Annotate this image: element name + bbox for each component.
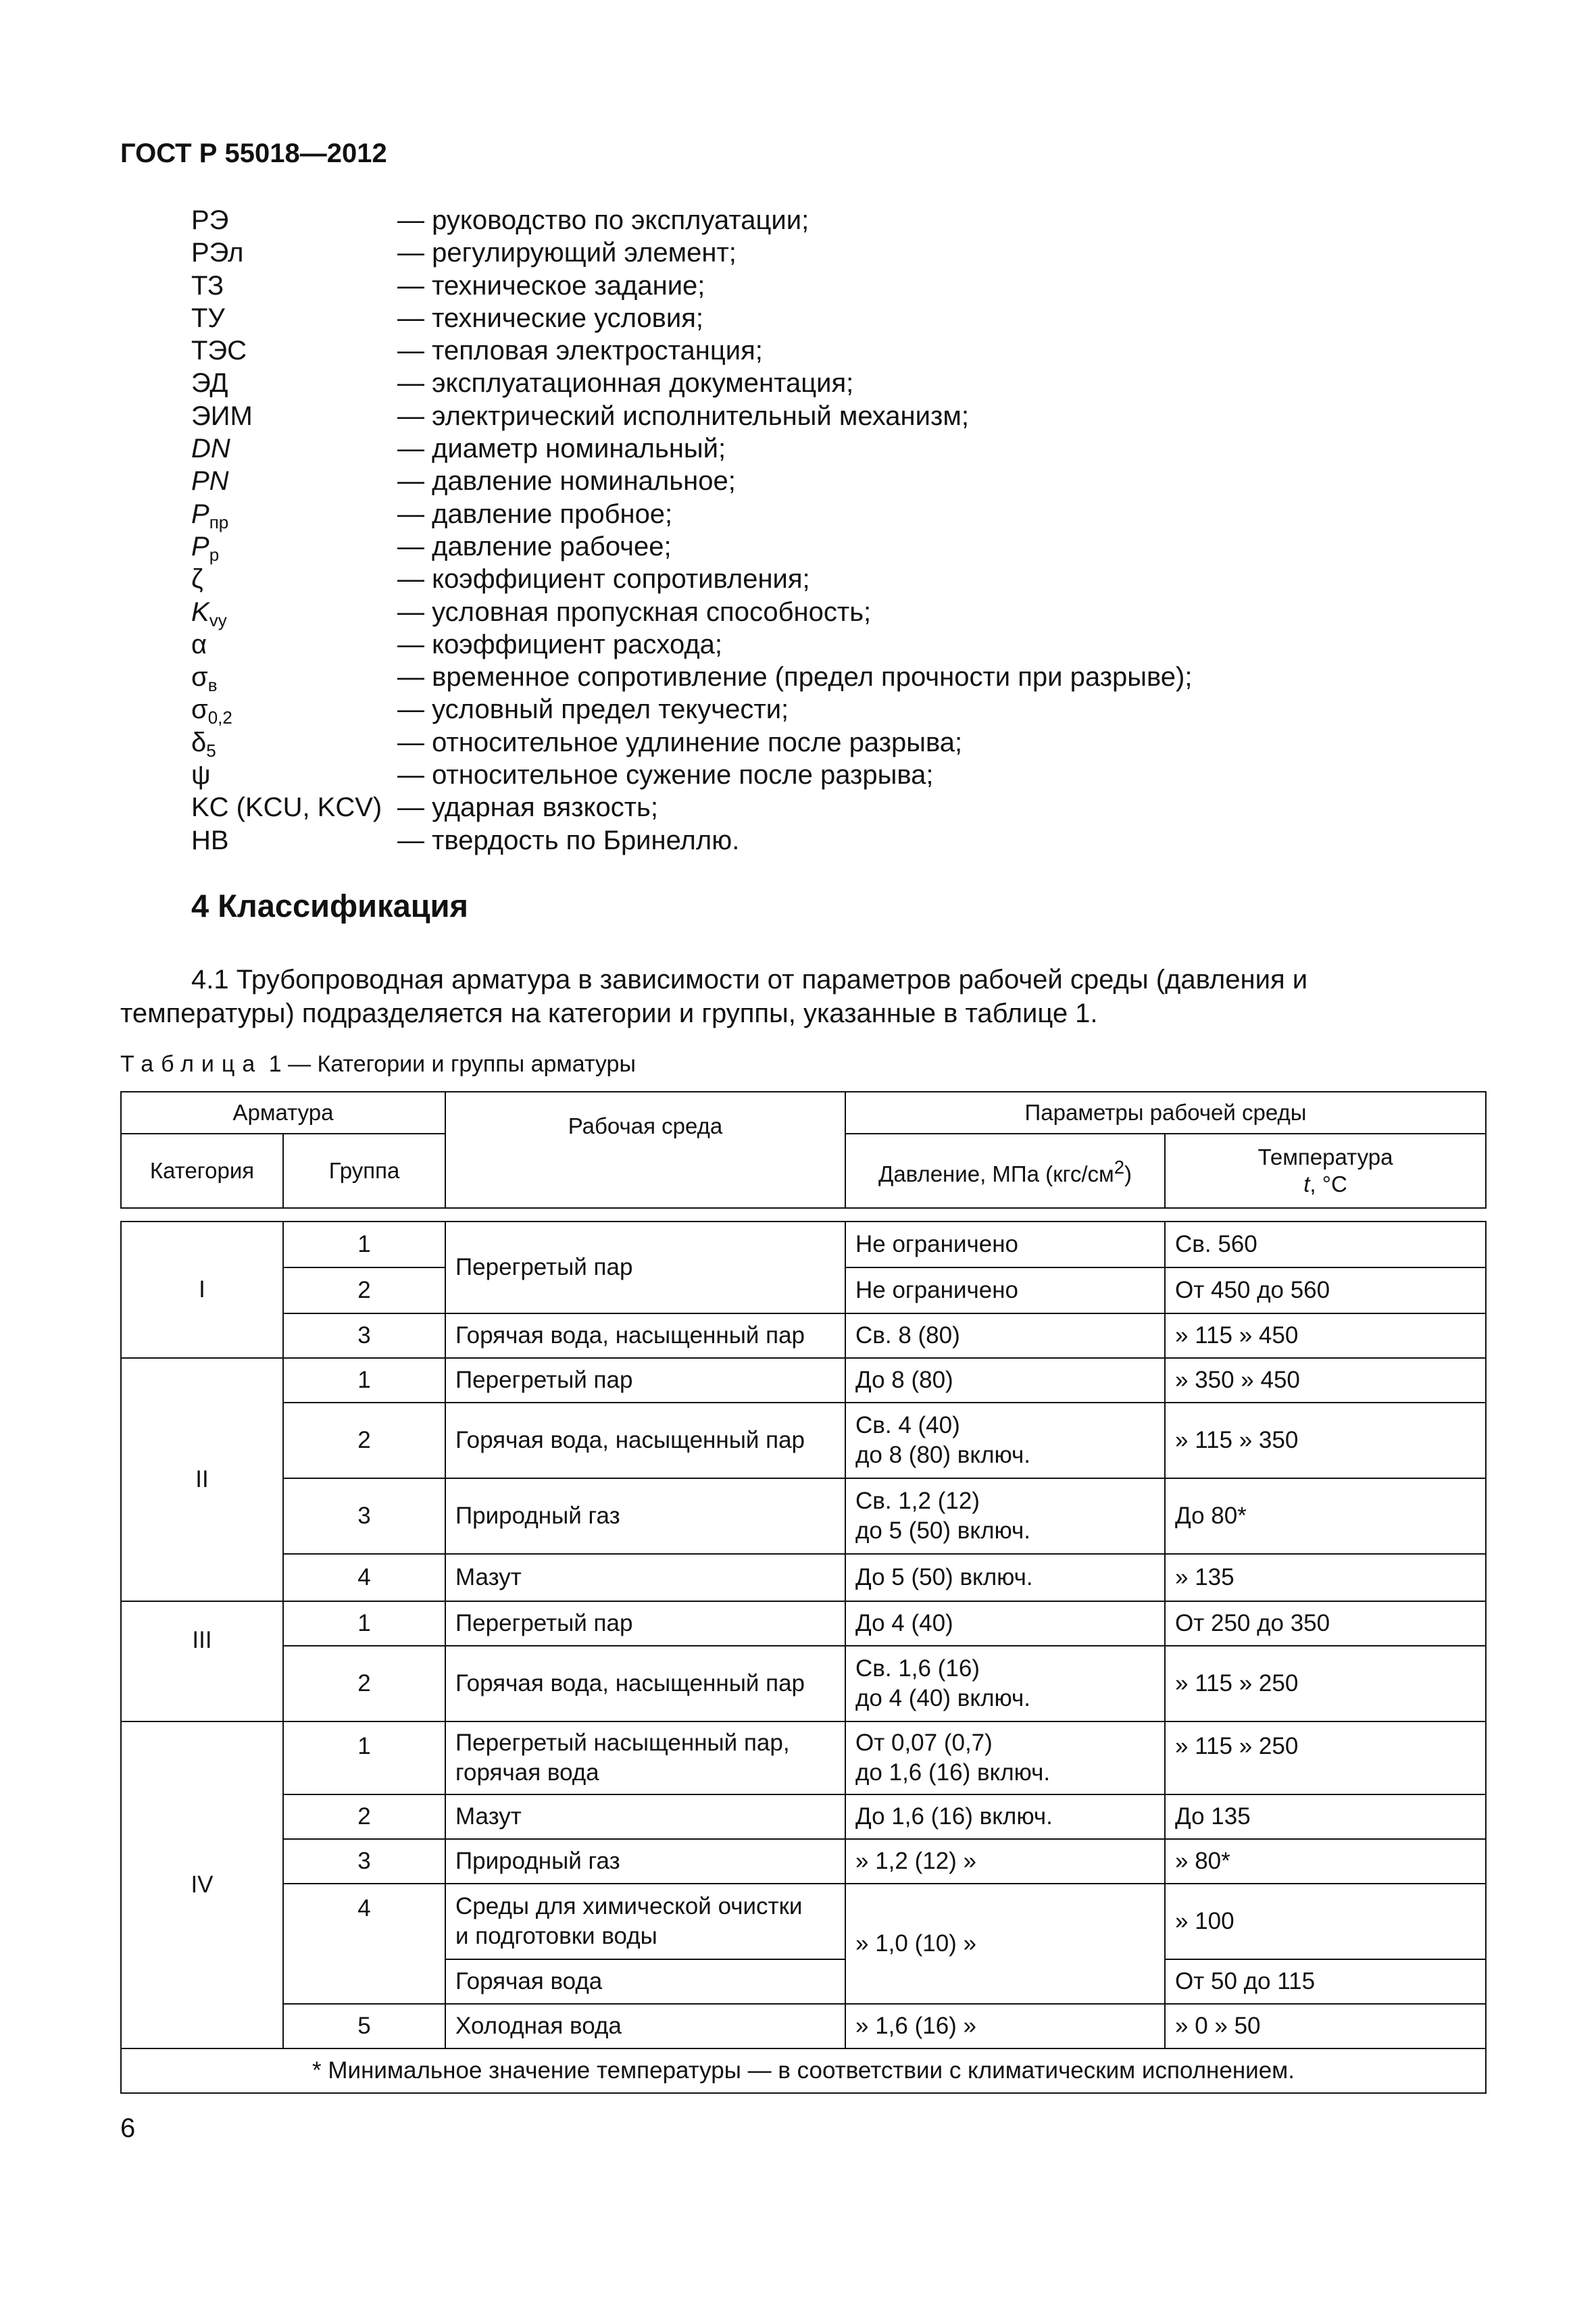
table-row <box>121 2004 1486 2048</box>
temperature-cell: » 115 » 450 <box>1165 1313 1486 1358</box>
pressure-cell: Не ограничено <box>845 1222 1165 1267</box>
medium-cell: Мазут <box>445 1554 845 1601</box>
temperature-cell: » 80* <box>1165 1839 1486 1884</box>
abbreviation-definition: — твердость по Бринеллю. <box>397 825 740 855</box>
table-footnote-row <box>121 2048 1486 2093</box>
abbreviation-term: KC (KCU, KCV) <box>191 793 382 823</box>
pressure-cell: До 1,6 (16) включ. <box>845 1794 1165 1839</box>
medium-line: и подготовки воды <box>455 1923 657 1949</box>
medium-cell: Перегретый пар <box>445 1601 845 1646</box>
pressure-cell <box>845 1478 1165 1554</box>
group-cell: 1 <box>283 1721 445 1794</box>
table-row <box>121 1222 1486 1267</box>
table-spacer-row <box>121 1208 1486 1222</box>
abbreviation-definition: — электрический исполнительный механизм; <box>397 401 969 431</box>
category-cell: I <box>121 1222 283 1358</box>
temperature-cell: От 50 до 115 <box>1165 1959 1486 2004</box>
abbreviation-term <box>191 596 397 628</box>
abbreviation-term: ТЗ <box>191 270 224 301</box>
section-title: 4 Классификация <box>191 888 468 924</box>
group-cell: 1 <box>283 1222 445 1267</box>
medium-cell <box>445 1721 845 1794</box>
temperature-cell: » 350 » 450 <box>1165 1358 1486 1403</box>
group-cell: 2 <box>283 1646 445 1721</box>
temperature-cell: Св. 560 <box>1165 1222 1486 1267</box>
medium-line: горячая вода <box>455 1759 599 1786</box>
header-temperature <box>1165 1134 1486 1208</box>
abbreviation-item <box>191 530 1192 563</box>
abbreviation-item <box>191 759 1192 791</box>
abbreviation-item <box>191 726 1192 759</box>
abbreviation-term: РЭ <box>191 205 229 235</box>
abbreviation-item <box>191 432 1192 465</box>
group-cell: 3 <box>283 1839 445 1884</box>
abbreviation-term <box>191 661 397 696</box>
abbreviation-definition: — условная пропускная способность; <box>397 597 872 627</box>
pressure-label-end: ) <box>1124 1161 1132 1186</box>
pressure-cell: » 1,6 (16) » <box>845 2004 1165 2048</box>
medium-cell: Природный газ <box>445 1478 845 1554</box>
symbol-subscript: в <box>207 675 218 696</box>
table-row <box>121 1358 1486 1403</box>
medium-cell: Горячая вода, насыщенный пар <box>445 1313 845 1358</box>
symbol-base: σ <box>191 662 208 693</box>
group-cell: 4 <box>283 1554 445 1601</box>
abbreviation-item <box>191 400 1192 432</box>
group-cell: 3 <box>283 1313 445 1358</box>
group-cell: 2 <box>283 1403 445 1478</box>
symbol-base: δ <box>191 727 207 757</box>
abbreviation-term <box>191 530 397 563</box>
page-number: 6 <box>120 2113 136 2143</box>
abbreviation-term: α <box>191 629 207 659</box>
abbreviation-definition: — относительное удлинение после разрыва; <box>397 727 963 757</box>
abbreviation-term: ЭД <box>191 368 228 399</box>
temperature-cell: » 100 <box>1165 1884 1486 1959</box>
abbreviation-definition: — диаметр номинальный; <box>397 434 726 464</box>
abbreviation-item <box>191 270 1192 302</box>
table-row <box>121 1403 1486 1478</box>
table-row <box>121 1794 1486 1839</box>
abbreviation-term: HB <box>191 825 229 855</box>
abbreviation-definition: — давление номинальное; <box>397 466 736 497</box>
abbreviation-term: ЭИМ <box>191 401 253 431</box>
category-cell: II <box>121 1358 283 1601</box>
medium-line: Среды для химической очистки <box>455 1893 803 1919</box>
abbreviation-item <box>191 367 1192 399</box>
group-cell: 1 <box>283 1358 445 1403</box>
symbol-base: K <box>191 597 209 627</box>
abbreviation-term: PN <box>191 466 229 497</box>
table-row <box>121 1313 1486 1358</box>
table-row <box>121 1839 1486 1884</box>
abbreviation-definition: — давление рабочее; <box>397 531 672 561</box>
table-caption-label: Таблица <box>120 1051 263 1077</box>
temperature-label: Температура <box>1257 1145 1393 1169</box>
medium-cell: Природный газ <box>445 1839 845 1884</box>
pressure-line: до 5 (50) включ. <box>855 1517 1030 1544</box>
medium-cell: Перегретый пар <box>445 1358 845 1403</box>
temperature-cell: » 0 » 50 <box>1165 2004 1486 2048</box>
temperature-cell: » 115 » 350 <box>1165 1403 1486 1478</box>
abbreviation-item <box>191 824 1192 857</box>
abbreviation-term: ТУ <box>191 303 225 333</box>
pressure-cell: » 1,0 (10) » <box>845 1884 1165 2004</box>
group-cell: 2 <box>283 1794 445 1839</box>
abbreviation-term <box>191 693 397 726</box>
group-cell: 5 <box>283 2004 445 2048</box>
pressure-cell <box>845 1403 1165 1478</box>
symbol-subscript: пр <box>209 511 229 532</box>
pressure-cell: До 4 (40) <box>845 1601 1165 1646</box>
abbreviation-item <box>191 334 1192 367</box>
header-armatura: Арматура <box>121 1092 445 1134</box>
pressure-line: Св. 1,2 (12) <box>855 1488 980 1514</box>
abbreviation-definition: — техническое задание; <box>397 270 705 301</box>
pressure-line: Св. 1,6 (16) <box>855 1655 980 1682</box>
pressure-line: до 8 (80) включ. <box>855 1442 1030 1468</box>
abbreviation-term: ζ <box>191 564 203 595</box>
medium-cell: Горячая вода, насыщенный пар <box>445 1403 845 1478</box>
abbreviation-definition: — коэффициент сопротивления; <box>397 564 810 595</box>
abbreviation-definition: — технические условия; <box>397 303 704 333</box>
symbol-base: P <box>191 499 209 529</box>
table-caption <box>120 1051 636 1078</box>
medium-cell: Горячая вода <box>445 1959 845 2004</box>
abbreviation-item <box>191 498 1192 530</box>
pressure-line: до 4 (40) включ. <box>855 1685 1030 1711</box>
pressure-cell: Не ограничено <box>845 1267 1165 1313</box>
header-category: Категория <box>121 1134 283 1208</box>
group-cell: 2 <box>283 1267 445 1313</box>
header-pressure <box>845 1134 1165 1208</box>
medium-line: Перегретый насыщенный пар, <box>455 1730 790 1756</box>
abbreviation-definition: — эксплуатационная документация; <box>397 368 854 399</box>
abbreviation-item <box>191 791 1192 824</box>
abbreviation-definition: — условный предел текучести; <box>397 695 789 725</box>
temperature-cell: » 115 » 250 <box>1165 1721 1486 1794</box>
document-header: ГОСТ Р 55018—2012 <box>120 139 387 168</box>
abbreviation-term: ТЭС <box>191 336 247 366</box>
temperature-unit: , °С <box>1310 1172 1347 1197</box>
pressure-superscript: 2 <box>1114 1157 1125 1178</box>
armature-table <box>120 1091 1487 2094</box>
abbreviation-term: РЭл <box>191 238 244 268</box>
temperature-cell: » 135 <box>1165 1554 1486 1601</box>
table-footnote: * Минимальное значение температуры — в соответствии с климатическим исполнением. <box>121 2048 1486 2093</box>
group-cell: 3 <box>283 1478 445 1554</box>
header-params: Параметры рабочей среды <box>845 1092 1486 1134</box>
medium-cell: Холодная вода <box>445 2004 845 2048</box>
abbreviation-item <box>191 661 1193 696</box>
symbol-subscript: р <box>209 544 220 565</box>
symbol-subscript: vy <box>209 609 227 630</box>
abbreviation-definition: — временное сопротивление (предел прочности при разрыве); <box>397 662 1193 693</box>
temperature-cell: От 450 до 560 <box>1165 1267 1486 1313</box>
abbreviation-definition: — регулирующий элемент; <box>397 238 737 268</box>
table-header-row <box>121 1092 1486 1134</box>
pressure-line: Св. 4 (40) <box>855 1412 960 1438</box>
symbol-base: σ <box>191 695 208 725</box>
body-paragraph <box>120 963 1485 1030</box>
temperature-cell: » 115 » 250 <box>1165 1646 1486 1721</box>
abbreviation-list <box>191 204 1192 857</box>
pressure-cell: » 1,2 (12) » <box>845 1839 1165 1884</box>
abbreviation-item <box>191 302 1192 334</box>
table-row <box>121 1601 1486 1646</box>
category-cell: IV <box>121 1721 283 2048</box>
abbreviation-item <box>191 465 1192 497</box>
abbreviation-item <box>191 236 1192 269</box>
abbreviation-definition: — руководство по эксплуатации; <box>397 205 809 235</box>
abbreviation-item <box>191 628 1192 661</box>
table-row <box>121 1721 1486 1794</box>
table-row <box>121 1478 1486 1554</box>
table-row <box>121 1554 1486 1601</box>
pressure-line: От 0,07 (0,7) <box>855 1730 993 1756</box>
medium-cell <box>445 1884 845 1959</box>
abbreviation-definition: — коэффициент расхода; <box>397 629 723 659</box>
pressure-cell: До 8 (80) <box>845 1358 1165 1403</box>
abbreviation-definition: — относительное сужение после разрыва; <box>397 760 934 790</box>
abbreviation-item <box>191 563 1192 595</box>
symbol-subscript: 0,2 <box>207 707 232 728</box>
pressure-cell <box>845 1721 1165 1794</box>
symbol-base: P <box>191 531 209 561</box>
temperature-symbol: t <box>1303 1172 1310 1197</box>
abbreviation-item <box>191 204 1192 236</box>
group-cell: 1 <box>283 1601 445 1646</box>
medium-cell: Горячая вода, насыщенный пар <box>445 1646 845 1721</box>
abbreviation-definition: — тепловая электростанция; <box>397 336 763 366</box>
pressure-cell: Св. 8 (80) <box>845 1313 1165 1358</box>
abbreviation-item <box>191 596 1192 628</box>
abbreviation-definition: — давление пробное; <box>397 499 673 529</box>
abbreviation-term: ψ <box>191 760 211 790</box>
abbreviation-term <box>191 726 397 759</box>
pressure-label: Давление, МПа (кгс/см <box>878 1161 1114 1186</box>
table-row <box>121 1884 1486 1959</box>
table-caption-text: 1 — Категории и группы арматуры <box>262 1051 636 1077</box>
abbreviation-term <box>191 498 397 530</box>
table-row <box>121 1646 1486 1721</box>
pressure-cell: До 5 (50) включ. <box>845 1554 1165 1601</box>
abbreviation-definition: — ударная вязкость; <box>397 793 658 823</box>
pressure-cell <box>845 1646 1165 1721</box>
temperature-cell: От 250 до 350 <box>1165 1601 1486 1646</box>
abbreviation-item <box>191 693 1192 726</box>
paragraph-text: 4.1 Трубопроводная арматура в зависимости от параметров рабочей среды (давления и температуры) подразделяется на категории и группы, указанные в таблице 1. <box>120 965 1308 1028</box>
temperature-cell: До 80* <box>1165 1478 1486 1554</box>
header-group: Группа <box>283 1134 445 1208</box>
temperature-cell: До 135 <box>1165 1794 1486 1839</box>
category-cell: III <box>121 1601 283 1721</box>
abbreviation-term: DN <box>191 434 230 464</box>
pressure-line: до 1,6 (16) включ. <box>855 1759 1051 1786</box>
medium-cell: Перегретый пар <box>445 1222 845 1313</box>
table-spacer <box>121 1208 1486 1222</box>
group-cell: 4 <box>283 1884 445 2004</box>
header-medium: Рабочая среда <box>445 1092 845 1208</box>
symbol-subscript: 5 <box>206 740 216 761</box>
medium-cell: Мазут <box>445 1794 845 1839</box>
